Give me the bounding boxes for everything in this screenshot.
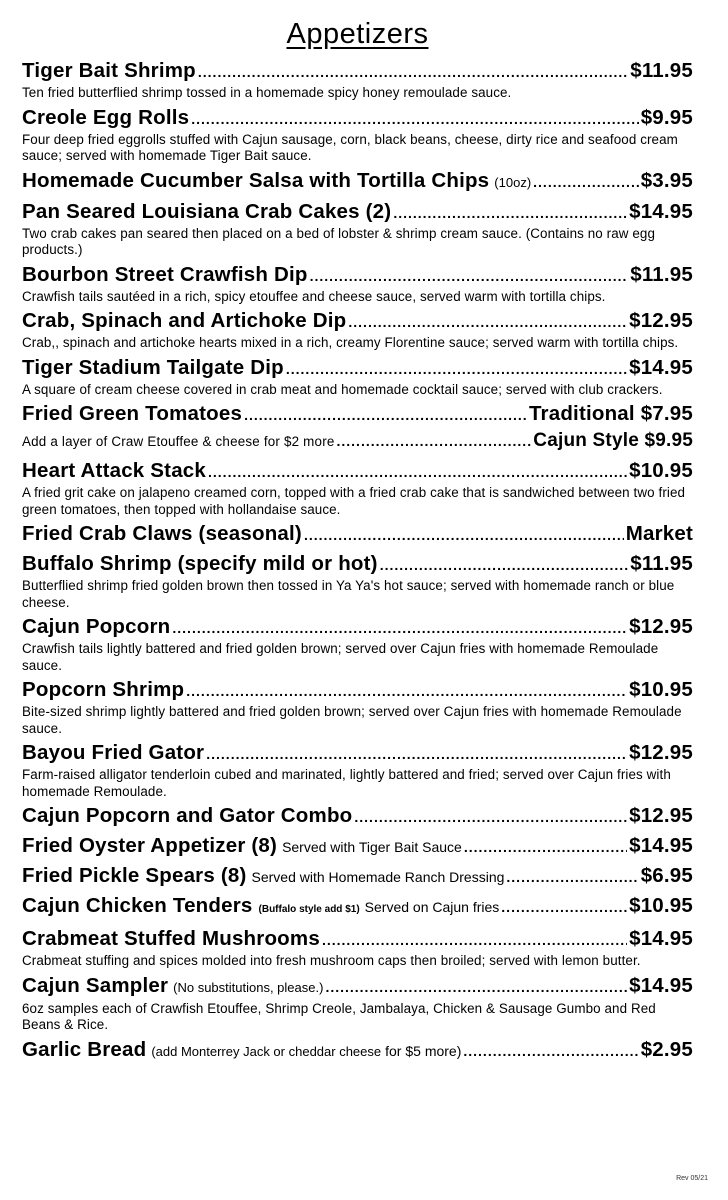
menu-item-description: Ten fried butterflied shrimp tossed in a homemade spicy honey remoulade sauce. <box>22 85 512 100</box>
menu-item-price: $14.95 <box>629 834 693 857</box>
menu-item-name: Crab, Spinach and Artichoke Dip <box>22 309 347 332</box>
menu-item-name: Bayou Fried Gator <box>22 741 205 764</box>
menu-item <box>22 458 693 518</box>
dot-leader <box>208 459 627 485</box>
menu-item-price: $2.95 <box>640 1037 693 1061</box>
menu-item-name: Popcorn Shrimp <box>22 678 185 701</box>
menu-item <box>22 199 693 259</box>
menu-item-name: Pan Seared Louisiana Crab Cakes (2) <box>22 199 392 223</box>
dot-leader <box>348 309 627 335</box>
menu-item-line <box>22 893 693 923</box>
menu-item-description: Four deep fried eggrolls stuffed with Cajun sausage, corn, black beans, cheese, dirty rice and seafood cream sauce; served with homemade Tiger Bait sauce. <box>22 131 678 163</box>
page-title: Appetizers <box>286 18 429 50</box>
menu-item-line <box>22 1037 693 1065</box>
dot-leader <box>325 974 627 1000</box>
dot-leader <box>172 615 627 641</box>
dot-leader <box>304 522 624 548</box>
menu-item-note: Served with Tiger Bait Sauce <box>282 839 462 855</box>
menu-item-price: $6.95 <box>640 864 693 887</box>
dot-leader <box>380 552 629 578</box>
menu-item-note: Served on Cajun fries <box>364 899 500 915</box>
menu-item-name: Creole Egg Rolls <box>22 105 190 129</box>
dot-leader <box>186 678 627 704</box>
menu-item-price: $12.95 <box>629 615 693 638</box>
menu-item-line <box>22 614 693 641</box>
menu-item-line <box>22 199 693 226</box>
menu-item-line <box>22 740 693 767</box>
menu-item-name: Cajun Sampler <box>22 973 169 997</box>
menu-item-option-text: Add a layer of Craw Etouffee & cheese for $2 more <box>22 434 335 449</box>
menu-item-description: Farm-raised alligator tenderloin cubed and marinated, lightly battered and fried; served over Cajun fries with homemade Remoulade. <box>22 767 671 799</box>
menu-item-name: Fried Pickle Spears (8) <box>22 864 247 887</box>
menu-item-description: Crab,, spinach and artichoke hearts mixed in a rich, creamy Florentine sauce; served warm with tortilla chips. <box>22 335 679 350</box>
menu-item-description: Crawfish tails sautéed in a rich, spicy etouffee and cheese sauce, served warm with tortilla chips. <box>22 288 606 304</box>
menu-item-price: Traditional $7.95 <box>528 402 693 425</box>
dot-leader <box>464 834 627 860</box>
menu-item-line <box>22 105 693 132</box>
menu-item-description: Crawfish tails lightly battered and fried golden brown; served over Cajun fries with homemade Remoulade sauce. <box>22 641 659 673</box>
menu-item <box>22 803 693 830</box>
menu-item-line <box>22 677 693 704</box>
menu-item-name: Fried Oyster Appetizer (8) <box>22 834 278 857</box>
menu-item <box>22 58 693 102</box>
menu-item-line <box>22 803 693 830</box>
menu-item <box>22 262 693 306</box>
menu-item <box>22 401 693 455</box>
dot-leader <box>198 59 628 85</box>
menu-item-description: Butterflied shrimp fried golden brown then tossed in Ya Ya's hot sauce; served with homemade ranch or blue cheese. <box>22 578 675 610</box>
menu-item-price: $14.95 <box>629 973 693 997</box>
menu-item <box>22 168 693 196</box>
menu-item-price: Market <box>625 522 693 545</box>
menu-item-name: Buffalo Shrimp (specify mild or hot) <box>22 552 378 575</box>
menu-item-price: $9.95 <box>640 105 693 129</box>
menu-item-description: A square of cream cheese covered in crab meat and homemade cocktail sauce; served with club crackers. <box>22 381 663 397</box>
menu-item-line <box>22 863 693 890</box>
menu-item-line <box>22 458 693 485</box>
menu-item-price: $12.95 <box>629 804 693 827</box>
menu-item-line <box>22 58 693 85</box>
menu-item-name: Fried Green Tomatoes <box>22 402 243 425</box>
menu-item-line <box>22 262 693 289</box>
menu-item-price: $12.95 <box>629 741 693 764</box>
dot-leader <box>310 263 629 289</box>
menu-item-name: Cajun Popcorn and Gator Combo <box>22 804 353 827</box>
menu-item-line <box>22 551 693 578</box>
menu-item-price: $12.95 <box>629 309 693 332</box>
menu-item-note: Served with Homemade Ranch Dressing <box>251 869 505 885</box>
menu-item <box>22 614 693 674</box>
dot-leader <box>244 402 527 428</box>
menu-item-description: A fried grit cake on jalapeno creamed corn, topped with a fried crab cake that is sandwiched between two fried green tomatoes, then topped with hollandaise sauce. <box>22 485 686 517</box>
menu-item-price: $14.95 <box>629 355 693 379</box>
revision-label: Rev 05/21 <box>676 1175 708 1182</box>
dot-leader <box>354 804 627 830</box>
menu-item-price: $14.95 <box>629 927 693 950</box>
menu-item-price: $11.95 <box>630 59 693 82</box>
menu-item-name: Tiger Stadium Tailgate Dip <box>22 355 284 379</box>
dot-leader <box>501 894 627 920</box>
menu-item <box>22 833 693 860</box>
menu-item <box>22 551 693 611</box>
menu-item-price: $3.95 <box>640 168 693 192</box>
menu-item-line <box>22 521 693 548</box>
menu-item-description: 6oz samples each of Crawfish Etouffee, Shrimp Creole, Jambalaya, Chicken & Sausage Gumbo and Red Beans & Rice. <box>22 1000 656 1032</box>
menu-item <box>22 105 693 165</box>
dot-leader <box>206 741 627 767</box>
dot-leader <box>393 200 627 226</box>
menu-item-price: $11.95 <box>630 262 693 286</box>
dot-leader <box>322 927 627 953</box>
menu-item-note: (add Monterrey Jack or cheddar cheese <box>151 1043 382 1059</box>
dot-leader <box>533 169 639 195</box>
menu-item-description: Crabmeat stuffing and spices molded into fresh mushroom caps then broiled; served with lemon butter. <box>22 953 641 968</box>
menu-item-name: Cajun Popcorn <box>22 615 171 638</box>
menu-item-name: Homemade Cucumber Salsa with Tortilla Chips <box>22 168 490 192</box>
menu-item-note: (10oz) <box>494 174 532 190</box>
menu-item <box>22 355 693 399</box>
menu-item-price: $10.95 <box>629 678 693 701</box>
dot-leader <box>463 1038 638 1064</box>
menu-item-price: $10.95 <box>629 459 693 482</box>
menu-item <box>22 677 693 737</box>
menu-item-description: Bite-sized shrimp lightly battered and fried golden brown; served over Cajun fries with homemade Remoulade sauce. <box>22 704 682 736</box>
menu-item-name: Cajun Chicken Tenders <box>22 894 253 917</box>
menu-item-option-line <box>22 428 693 455</box>
menu-item-line <box>22 926 693 953</box>
menu-item <box>22 740 693 800</box>
menu-item <box>22 926 693 970</box>
dot-leader <box>337 428 532 454</box>
menu-item-price: $11.95 <box>630 552 693 575</box>
menu-item-price: $14.95 <box>629 199 693 223</box>
menu-item-note-extra: for $5 more) <box>385 1042 462 1059</box>
menu-item-line <box>22 833 693 860</box>
menu-item <box>22 1037 693 1065</box>
menu-item-line <box>22 973 693 1001</box>
menu-item-name: Garlic Bread <box>22 1037 147 1061</box>
menu-item-name: Crabmeat Stuffed Mushrooms <box>22 927 320 950</box>
menu-item-name: Heart Attack Stack <box>22 459 207 482</box>
menu-item-line <box>22 308 693 335</box>
menu-item-note: (No substitutions, please.) <box>173 979 324 995</box>
menu-item-line <box>22 355 693 382</box>
menu-item-price: $10.95 <box>629 894 693 917</box>
menu-item-name: Bourbon Street Crawfish Dip <box>22 262 308 286</box>
menu-item-line <box>22 401 693 428</box>
menu-item-name: Fried Crab Claws (seasonal) <box>22 522 302 545</box>
menu-item <box>22 308 693 352</box>
menu-list <box>22 58 693 1068</box>
menu-item <box>22 863 693 890</box>
menu-item-option-price: Cajun Style $9.95 <box>533 430 693 451</box>
menu-item <box>22 893 693 923</box>
menu-item-note-small: (Buffalo style add $1) <box>258 904 360 915</box>
dot-leader <box>286 356 627 382</box>
menu-item-line <box>22 168 693 196</box>
dot-leader <box>191 106 638 132</box>
menu-item <box>22 973 693 1034</box>
dot-leader <box>506 864 638 890</box>
menu-item-name: Tiger Bait Shrimp <box>22 59 196 82</box>
menu-item <box>22 521 693 548</box>
menu-item-description: Two crab cakes pan seared then placed on a bed of lobster & shrimp cream sauce. (Contains no raw egg products.) <box>22 225 656 257</box>
